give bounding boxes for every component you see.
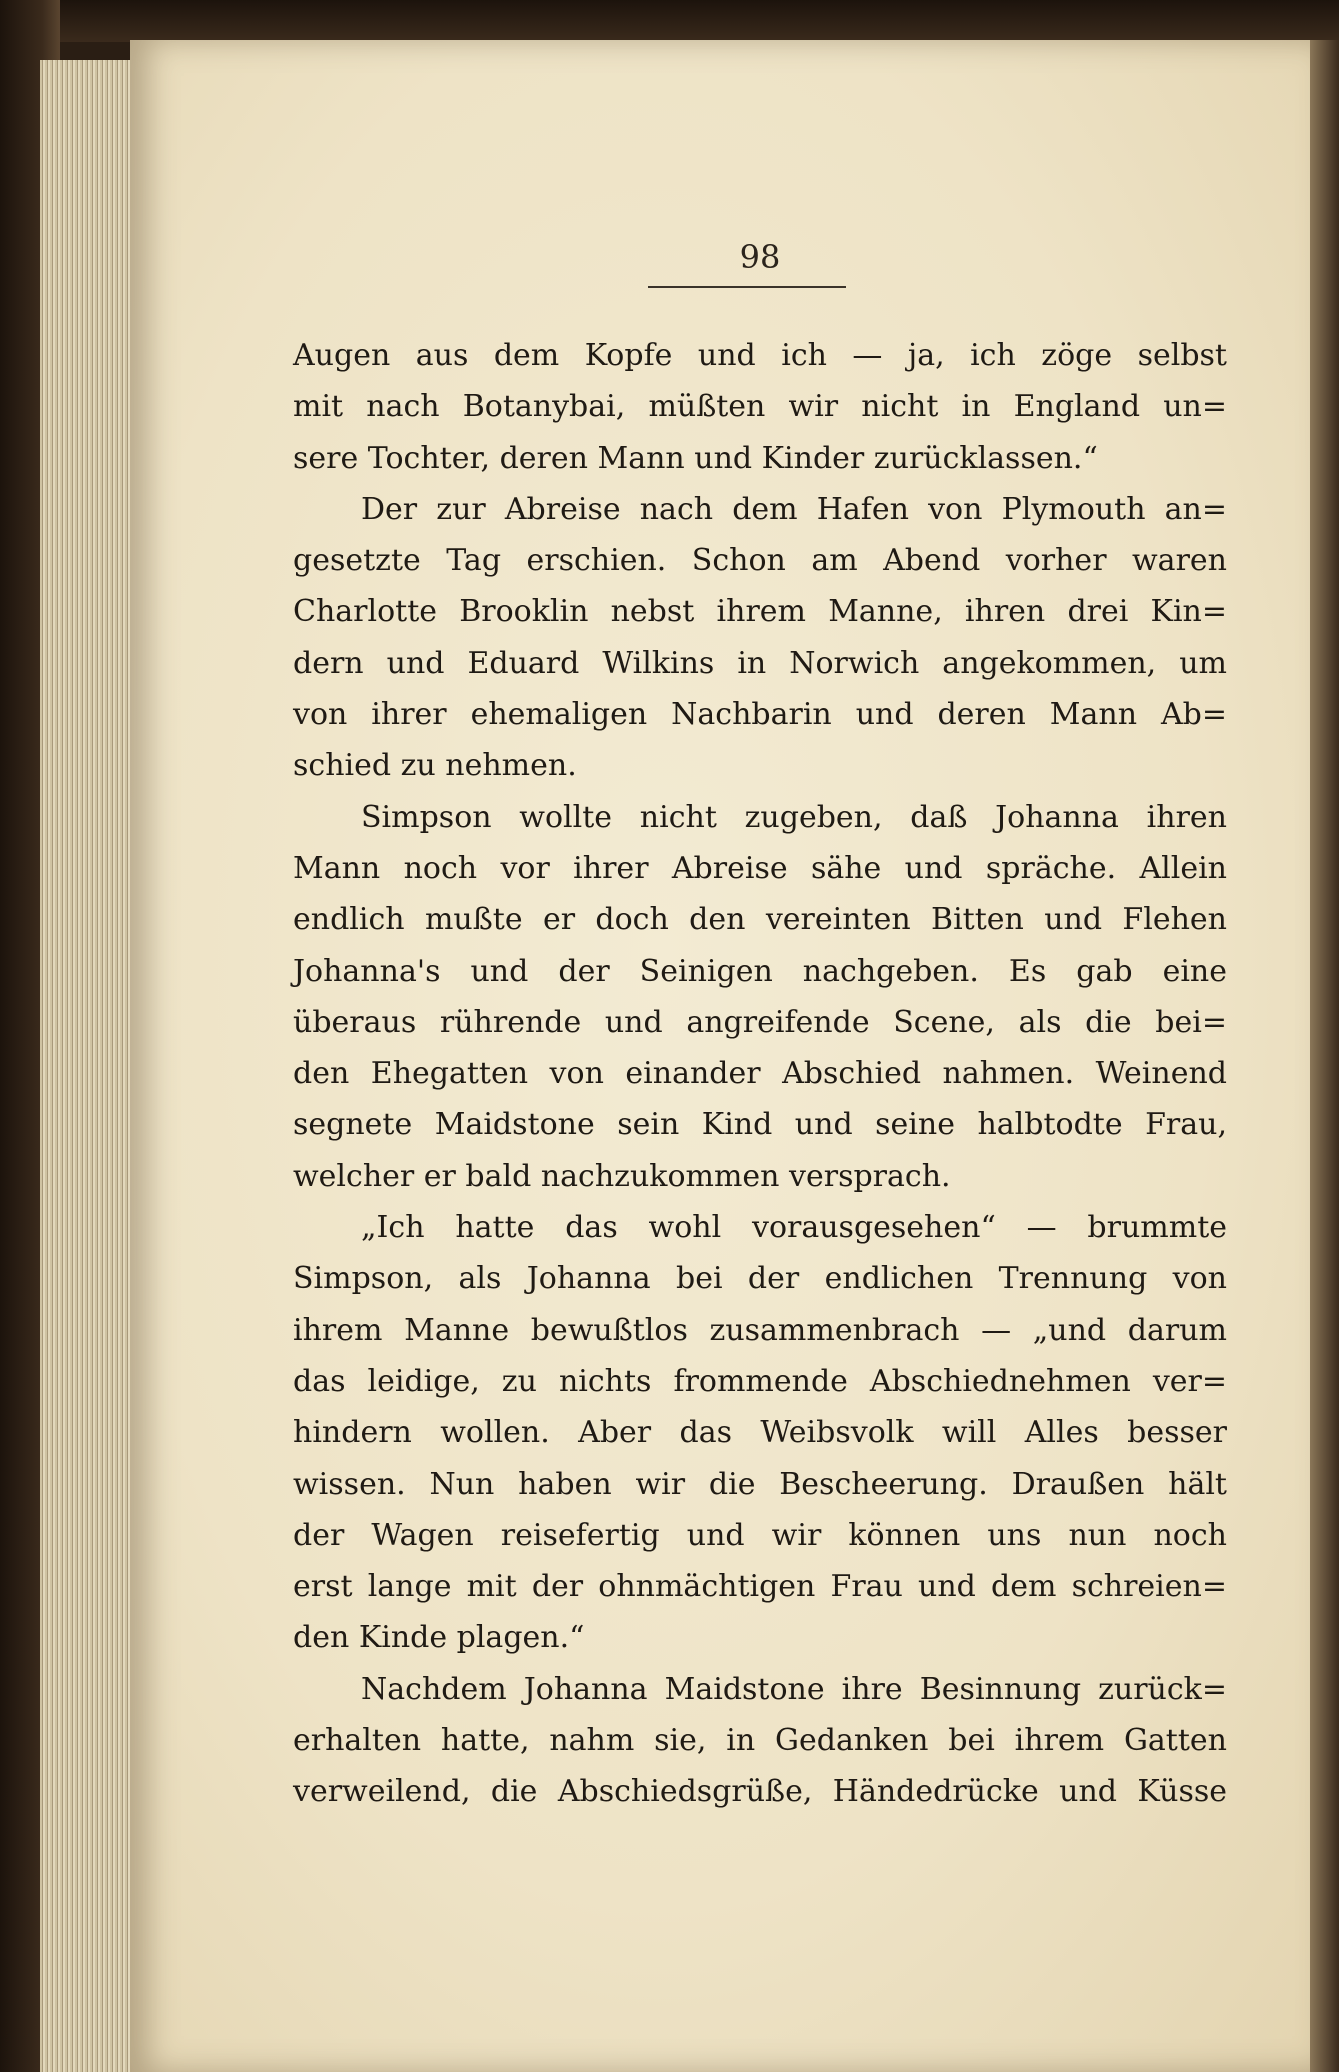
text-line: gesetzte Tag erschien. Schon am Abend vorher waren xyxy=(293,543,1227,579)
text-line: Charlotte Brooklin nebst ihrem Manne, ihren drei Kin= xyxy=(293,594,1227,630)
text-line: dern und Eduard Wilkins in Norwich angekommen, um xyxy=(293,645,1227,681)
text-line: ihrem Manne bewußtlos zusammenbrach — „und darum xyxy=(293,1312,1227,1348)
text-line: mit nach Botanybai, müßten wir nicht in England un= xyxy=(293,389,1227,425)
text-line: Mann noch vor ihrer Abreise sähe und spräche. Allein xyxy=(293,850,1227,886)
text-line: von ihrer ehemaligen Nachbarin und deren Mann Ab= xyxy=(293,697,1227,733)
text-line: verweilend, die Abschiedsgrüße, Händedrücke und Küsse xyxy=(293,1774,1227,1810)
text-line: schied zu nehmen. xyxy=(293,748,577,784)
text-line: den Ehegatten von einander Abschied nahmen. Weinend xyxy=(293,1056,1227,1092)
text-line: „Ich hatte das wohl vorausgesehen“ — brummte xyxy=(361,1210,1227,1246)
text-line: Johanna's und der Seinigen nachgeben. Es gab eine xyxy=(293,953,1227,989)
text-line: endlich mußte er doch den vereinten Bitten und Flehen xyxy=(293,902,1227,938)
header-rule xyxy=(648,286,846,288)
text-line: der Wagen reisefertig und wir können uns nun noch xyxy=(293,1517,1227,1553)
book-right-edge xyxy=(1310,40,1339,2072)
scan-background-top xyxy=(0,0,1339,42)
text-line: Simpson wollte nicht zugeben, daß Johanna ihren xyxy=(361,799,1227,835)
text-line: erst lange mit der ohnmächtigen Frau und dem schreien= xyxy=(293,1569,1227,1605)
body-text xyxy=(293,330,1227,1818)
text-line: sere Tochter, deren Mann und Kinder zurücklassen.“ xyxy=(293,440,1098,476)
text-line: erhalten hatte, nahm sie, in Gedanken bei ihrem Gatten xyxy=(293,1723,1227,1759)
text-line: wissen. Nun haben wir die Bescheerung. Draußen hält xyxy=(293,1466,1227,1502)
page-number: 98 xyxy=(739,238,781,276)
text-line: Der zur Abreise nach dem Hafen von Plymouth an= xyxy=(361,491,1227,527)
text-line: Augen aus dem Kopfe und ich — ja, ich zöge selbst xyxy=(293,338,1227,373)
text-line: Simpson, als Johanna bei der endlichen Trennung von xyxy=(293,1261,1227,1297)
page-stack-edges xyxy=(40,60,135,2072)
text-line: hindern wollen. Aber das Weibsvolk will Alles besser xyxy=(293,1415,1227,1451)
text-line: Nachdem Johanna Maidstone ihre Besinnung zurück= xyxy=(361,1671,1227,1707)
text-line: das leidige, zu nichts frommende Abschiednehmen ver= xyxy=(293,1363,1227,1399)
text-line: welcher er bald nachzukommen versprach. xyxy=(293,1158,951,1194)
text-line: den Kinde plagen.“ xyxy=(293,1620,585,1656)
text-line: überaus rührende und angreifende Scene, als die bei= xyxy=(293,1004,1227,1040)
text-line: segnete Maidstone sein Kind und seine halbtodte Frau, xyxy=(293,1107,1227,1143)
